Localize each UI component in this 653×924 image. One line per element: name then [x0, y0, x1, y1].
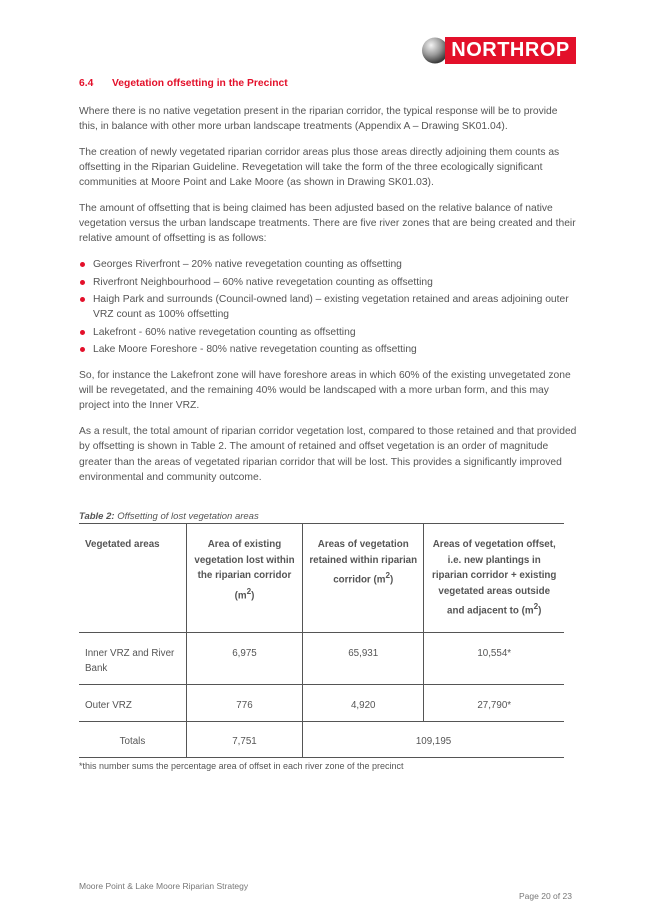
- paragraph: As a result, the total amount of riparian corridor vegetation lost, compared to those retained and that provided by offsetting is shown in Table 2. The amount of retained and offset vegetation is an order of magnitude greater than the areas of vegetated riparian corridor that will be lost. This provides a significantly improved environmental and community outcome.: [79, 426, 577, 483]
- northrop-logo: [421, 37, 576, 64]
- list-item: Lakefront - 60% native revegetation counting as offsetting: [79, 325, 579, 340]
- paragraph: The amount of offsetting that is being claimed has been adjusted based on the relative balance of native vegetation versus the urban landscape treatments. There are five river zones that are being created and their relative amount of offsetting is as follows:: [79, 203, 576, 245]
- section-heading: [79, 78, 288, 89]
- bullet-icon: [80, 262, 85, 267]
- table-cell: 4,920: [303, 685, 424, 722]
- list-item: Riverfront Neighbourhood – 60% native revegetation counting as offsetting: [79, 275, 579, 290]
- offsetting-table: [79, 523, 564, 758]
- list-item: Haigh Park and surrounds (Council-owned land) – existing vegetation retained and areas adjoining outer VRZ count as 100% offsetting: [79, 292, 579, 322]
- footer-page-number: Page 20 of 23: [519, 891, 572, 901]
- table-cell: 27,790*: [424, 685, 564, 722]
- table-header-row: [79, 524, 564, 633]
- table-footnote: *this number sums the percentage area of offset in each river zone of the precinct: [79, 761, 404, 771]
- table-row: [79, 685, 564, 722]
- totals-combined: 109,195: [303, 722, 564, 758]
- table-row: [79, 633, 564, 685]
- logo-wordmark: NORTHROP: [445, 37, 576, 64]
- section-number: 6.4: [79, 78, 94, 89]
- bullet-icon: [80, 347, 85, 352]
- body-text: [79, 104, 579, 495]
- column-header: Areas of vegetation offset, i.e. new plantings in riparian corridor + existing vegetated areas outside and adjacent to $(m^2)$: [424, 524, 564, 633]
- table-cell: Inner VRZ and River Bank: [79, 633, 186, 685]
- table-cell: 65,931: [303, 633, 424, 685]
- column-header: Areas of vegetation retained within riparian corridor $(m^2)$: [303, 524, 424, 633]
- table-totals-row: [79, 722, 564, 758]
- table-caption: Table 2: Offsetting of lost vegetation areas: [79, 511, 259, 522]
- table-cell: 10,554*: [424, 633, 564, 685]
- paragraph: So, for instance the Lakefront zone will have foreshore areas in which 60% of the existing unvegetated zone will be revegetated, and the remaining 40% would be landscaped with a more urban form, and this may project into the Inner VRZ.: [79, 370, 571, 412]
- list-item: Lake Moore Foreshore - 80% native revegetation counting as offsetting: [79, 342, 579, 357]
- table-cell: 6,975: [186, 633, 302, 685]
- column-header: Area of existing vegetation lost within the riparian corridor $(m^2)$: [186, 524, 302, 633]
- table-cell: 776: [186, 685, 302, 722]
- paragraph: The creation of newly vegetated riparian corridor areas plus those areas directly adjoining them counts as offsetting in the Riparian Guideline. Revegetation will take the form of the three ecologically significant communities at Moore Point and Lake Moore (as shown in Drawing SK01.03).: [79, 146, 560, 189]
- list-item: Georges Riverfront – 20% native revegetation counting as offsetting: [79, 257, 579, 272]
- totals-lost: 7,751: [186, 722, 302, 758]
- section-title: Vegetation offsetting in the Precinct: [112, 78, 288, 89]
- table-cell: Outer VRZ: [79, 685, 186, 722]
- bullet-icon: [80, 330, 85, 335]
- footer-doc-title: Moore Point & Lake Moore Riparian Strategy: [79, 881, 249, 891]
- totals-label: Totals: [119, 736, 146, 747]
- bullet-icon: [80, 297, 85, 302]
- paragraph: Where there is no native vegetation present in the riparian corridor, the typical response will be to provide this, in balance with other more urban landscape treatments (Appendix A – Drawing SK01.04).: [79, 106, 558, 133]
- column-header: Vegetated areas: [79, 524, 186, 633]
- bullet-icon: [80, 280, 85, 285]
- river-zone-list: [79, 257, 579, 357]
